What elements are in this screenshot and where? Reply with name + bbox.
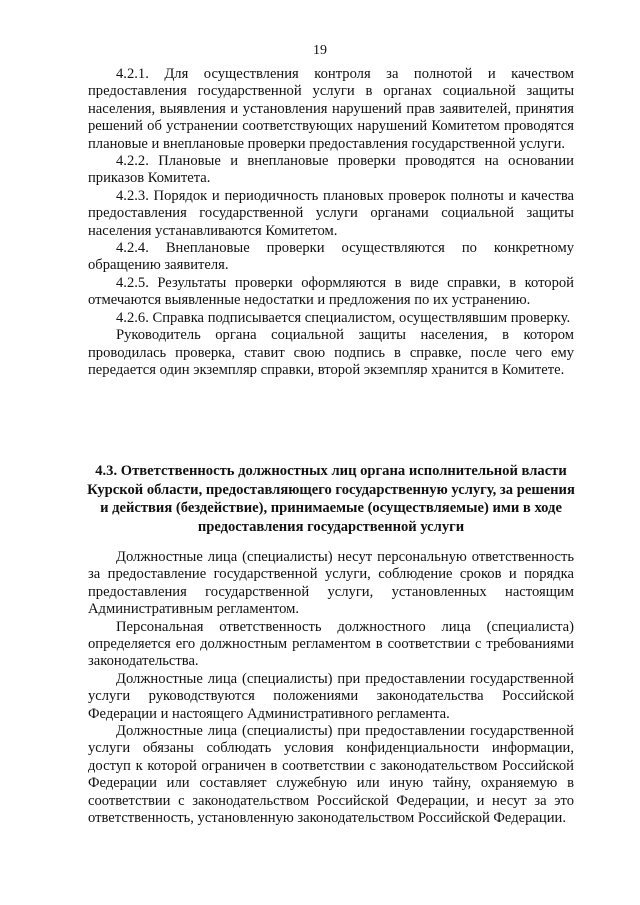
paragraph-4-2-3: 4.2.3. Порядок и периодичность плановых проверок полноты и качества предоставления государственной услуги органами социальной защиты населения устанавливаются Комитетом.: [88, 187, 574, 239]
paragraph-confidentiality: Должностные лица (специалисты) при предоставлении государственной услуги обязаны соблюдать условия конфиденциальности информации, доступ к которой ограничен в соответствии с законодательством Российской Федерации или составляет служебную или иную тайну, охраняемую в соответствии с законодательством Российской Федерации, и несут за это ответственность, установленную законодательством Российской Федерации.: [88, 723, 574, 827]
paragraph-head-signature: Руководитель органа социальной защиты населения, в котором проводилась проверка, ставит свою подпись в справке, после чего ему передается один экземпляр справки, второй экземпляр хранится в Комитете.: [88, 327, 574, 378]
paragraph-job-regulation: Персональная ответственность должностного лица (специалиста) определяется его должностным регламентом в соответствии с требованиями законодательства.: [88, 618, 574, 670]
paragraph-4-2-6: 4.2.6. Справка подписывается специалистом, осуществлявшим проверку.: [116, 309, 571, 326]
paragraph-4-2-1: 4.2.1. Для осуществления контроля за полнотой и качеством предоставления государственной услуги в органах социальной защиты населения, выявления и установления нарушений прав заявителей, принятия решений об устранении соответствующих нарушений Комитетом проводятся плановые и внеплановые проверки предоставления государственной услуги.: [88, 66, 574, 152]
page-number: 19: [313, 43, 327, 58]
paragraph-personal-responsibility: Должностные лица (специалисты) несут персональную ответственность за предоставление государственной услуги, соблюдение сроков и порядка предоставления государственной услуги, установленных настоящим Административным регламентом.: [88, 549, 574, 618]
paragraph-legislation-guidance: Должностные лица (специалисты) при предоставлении государственной услуги руководствуются положениями законодательства Российской Федерации и настоящего Административного регламента.: [88, 670, 574, 722]
section-4-3-heading: 4.3. Ответственность должностных лиц органа исполнительной власти Курской области, предоставляющего государственную услугу, за решения и действия (бездействие), принимаемые (осуществляемые) ими в ходе предоставления государственной услуги: [87, 463, 575, 535]
section-4-2-body: [88, 66, 574, 379]
section-4-3-body: [88, 549, 574, 828]
paragraph-4-2-4: 4.2.4. Внеплановые проверки осуществляются по конкретному обращению заявителя.: [88, 240, 574, 274]
paragraph-4-2-2: 4.2.2. Плановые и внеплановые проверки проводятся на основании приказов Комитета.: [88, 153, 574, 187]
paragraph-4-2-5: 4.2.5. Результаты проверки оформляются в виде справки, в которой отмечаются выявленные недостатки и предложения по их устранению.: [88, 274, 574, 309]
